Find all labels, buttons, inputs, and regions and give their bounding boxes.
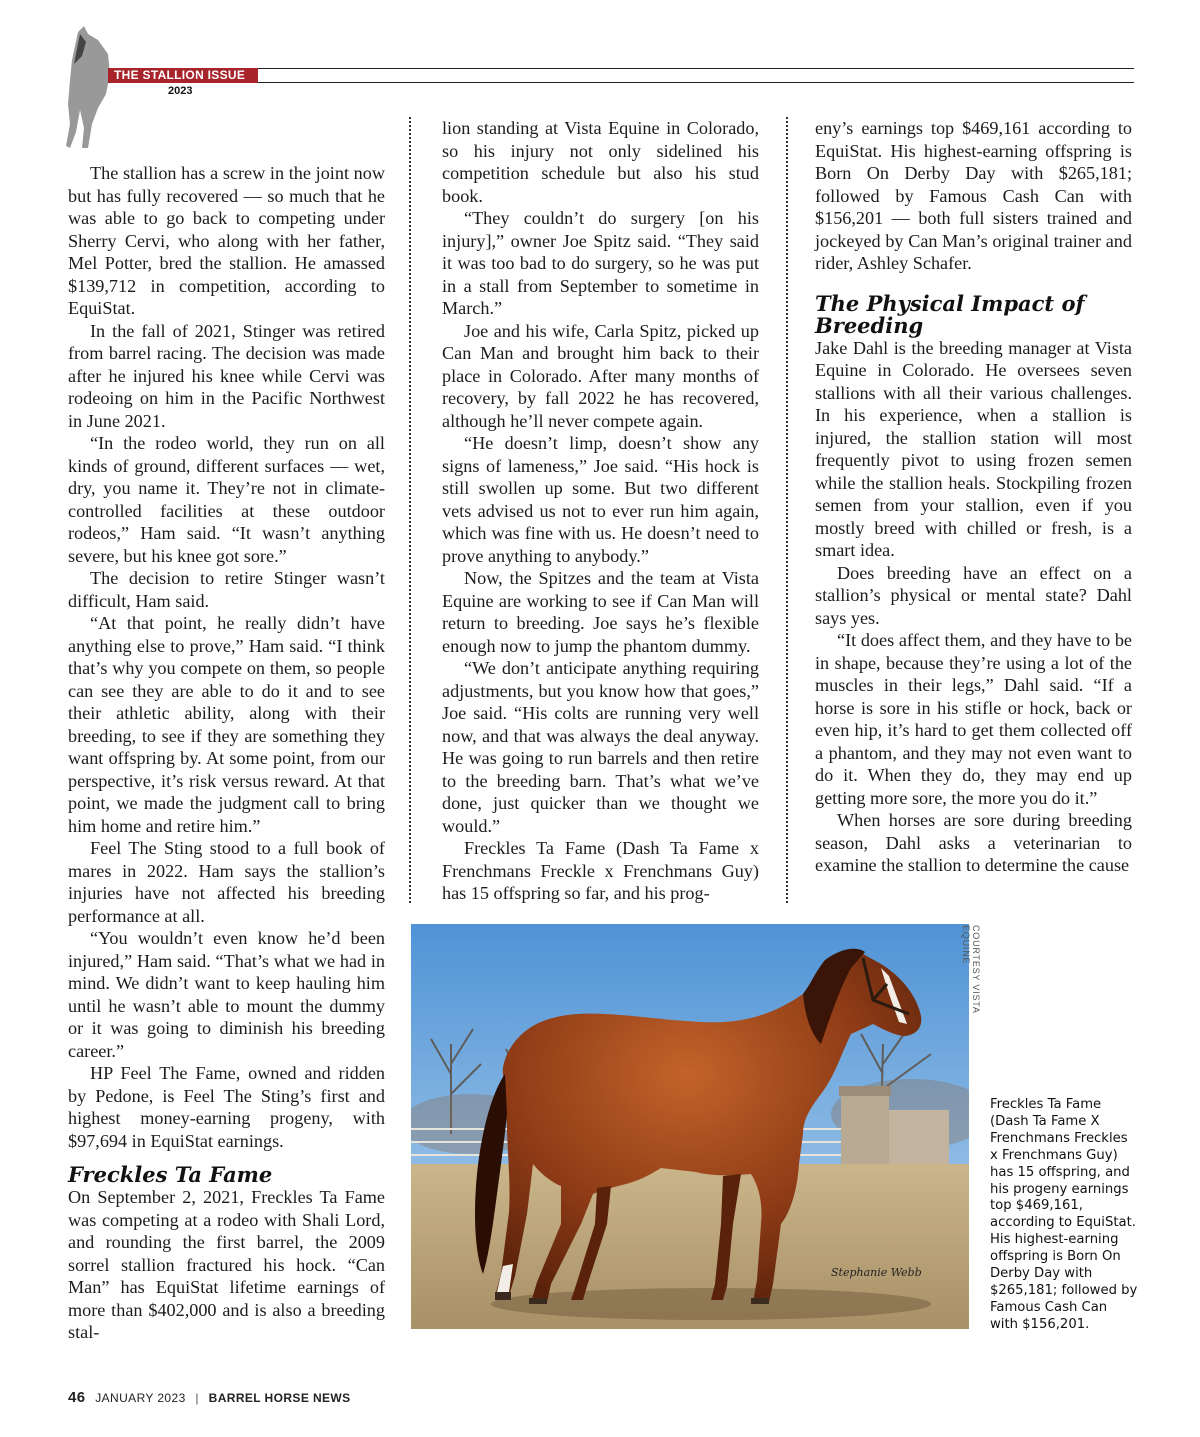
paragraph: On September 2, 2021, Freckles Ta Fame was competing at a rodeo with Shali Lord, and rounding the first barrel, the 2009 sorrel stallion fractured his hock. “Can Man” has EquiStat lifetime earnings of more than $402,000 and is also a breeding stal-: [68, 1187, 385, 1342]
paragraph: eny’s earnings top $469,161 according to EquiStat. His highest-earning offspring is Born On Derby Day with $265,181; followed by Famous Cash Can with $156,201 — both full sisters trained and jockeyed by Can Man’s original trainer and rider, Ashley Schafer.: [815, 118, 1132, 273]
photo-caption: Freckles Ta Fame (Dash Ta Fame X Frenchmans Freckles x Frenchmans Guy) has 15 offspring, and his progeny earnings top $469,161, according to EquiStat. His highest-earning offspring is Born On Derby Day with $265,181; followed by Famous Cash Can with $156,201.: [990, 1097, 1138, 1332]
paragraph: lion standing at Vista Equine in Colorado, so his injury not only sidelined his competition schedule but also his stud book.: [442, 118, 759, 206]
header-rule: [108, 68, 1134, 69]
paragraph: “In the rodeo world, they run on all kinds of ground, different surfaces — wet, dry, you name it. They’re not in climate-controlled facilities at these outdoor rodeos,” Ham said. “It wasn’t anything severe, but his knee got sore.”: [68, 433, 385, 566]
column-3: [815, 117, 1132, 877]
paragraph: Freckles Ta Fame (Dash Ta Fame x Frenchmans Freckle x Frenchmans Guy) has 15 offspring so far, and his prog-: [442, 838, 759, 903]
paragraph: HP Feel The Fame, owned and ridden by Pedone, is Feel The Sting’s first and highest money-earning progeny, with $97,694 in EquiStat earnings.: [68, 1063, 385, 1151]
paragraph: “It does affect them, and they have to be in shape, because they’re using a lot of the muscles in their legs,” Dahl said. “If a horse is sore in his stifle or hock, back or even hip, it’s hard to get them collected off a phantom, and they may not even want to do it. When they do, they may end up getting more sore, the more you do it.”: [815, 630, 1132, 808]
column-divider: [786, 117, 788, 903]
issue-year: 2023: [168, 85, 193, 97]
paragraph: “He doesn’t limp, doesn’t show any signs of lameness,” Joe said. “His hock is still swollen up some. But two different vets advised us not to ever run him again, which was fine with us. He doesn’t need to prove anything to anybody.”: [442, 433, 759, 566]
horse-logo-icon: [58, 24, 118, 150]
publication-name: BARREL HORSE NEWS: [208, 1391, 351, 1405]
paragraph: When horses are sore during breeding season, Dahl asks a veterinarian to examine the stallion to determine the cause: [815, 810, 1132, 875]
paragraph: Joe and his wife, Carla Spitz, picked up Can Man and brought him back to their place in Colorado. After many months of recovery, by fall 2022 he has recovered, although he’ll never compete again.: [442, 320, 759, 431]
subheading: Freckles Ta Fame: [68, 1162, 273, 1187]
paragraph: “You wouldn’t even know he’d been injured,” Ham said. “That’s what we had in mind. We didn’t want to keep hauling him until he wasn’t able to mount the dummy or it was going to diminish his breeding career.”: [68, 928, 385, 1061]
paragraph: The decision to retire Stinger wasn’t difficult, Ham said.: [68, 568, 385, 611]
footer-separator: |: [195, 1391, 199, 1405]
header-rule-lower: [258, 82, 1134, 83]
column-2: [442, 117, 759, 905]
paragraph: Does breeding have an effect on a stallion’s physical or mental state? Dahl says yes.: [815, 562, 1132, 628]
section-label: THE STALLION ISSUE: [108, 68, 258, 83]
column-1: [68, 162, 385, 1344]
photo-credit: COURTESY VISTA EQUINE: [961, 925, 981, 1014]
paragraph: “They couldn’t do surgery [on his injury],” owner Joe Spitz said. “They said it was too bad to do surgery, so he was put in a stall from September to sometime in March.”: [442, 208, 759, 318]
paragraph: The stallion has a screw in the joint now but has fully recovered — so much that he was able to go back to competing under Sherry Cervi, who along with her father, Mel Potter, bred the stallion. He amassed $139,712 in competition, according to EquiStat.: [68, 163, 385, 318]
photographer-signature: Stephanie Webb: [831, 1266, 922, 1279]
paragraph: Now, the Spitzes and the team at Vista Equine are working to see if Can Man will return to breeding. Joe says he’s flexible enough now to jump the phantom dummy.: [442, 568, 759, 656]
issue-date: JANUARY 2023: [95, 1391, 186, 1405]
column-divider: [409, 117, 411, 903]
paragraph: “At that point, he really didn’t have anything else to prove,” Ham said. “I think that’s why you compete on them, so people can see they are able to do it and to see their athletic ability, along with their breeding, to see if they are something they want offspring by. At some point, from our perspective, it’s risk versus reward. At that point, we made the judgment call to bring him home and retire him.”: [68, 613, 385, 836]
subheading: The Physical Impact of Breeding: [815, 290, 1085, 338]
paragraph: In the fall of 2021, Stinger was retired from barrel racing. The decision was made after he injured his knee while Cervi was rodeoing on him in the Pacific Northwest in June 2021.: [68, 320, 385, 431]
paragraph: Jake Dahl is the breeding manager at Vista Equine in Colorado. He oversees seven stallions with all their various challenges. In his experience, when a stallion is injured, the stallion station will most frequently pivot to using frozen semen while the stallion heals. Stockpiling frozen semen from your stallion, even if you mostly breed with chilled or fresh, is a smart idea.: [815, 337, 1132, 560]
page-footer: [68, 1389, 351, 1406]
page-number: 46: [68, 1389, 86, 1406]
paragraph: “We don’t anticipate anything requiring adjustments, but you know how that goes,” Joe said. “His colts are running very well now, and that was always the deal anyway. He was going to run barrels and then retire to the breeding barn. That’s what we’ve done, just quicker than we thought we would.”: [442, 658, 759, 836]
horse-photo: [411, 924, 969, 1329]
paragraph: Feel The Sting stood to a full book of mares in 2022. Ham says the stallion’s injuries have not affected his breeding performance at all.: [68, 838, 385, 926]
horse-photo-illustration: [411, 924, 969, 1329]
